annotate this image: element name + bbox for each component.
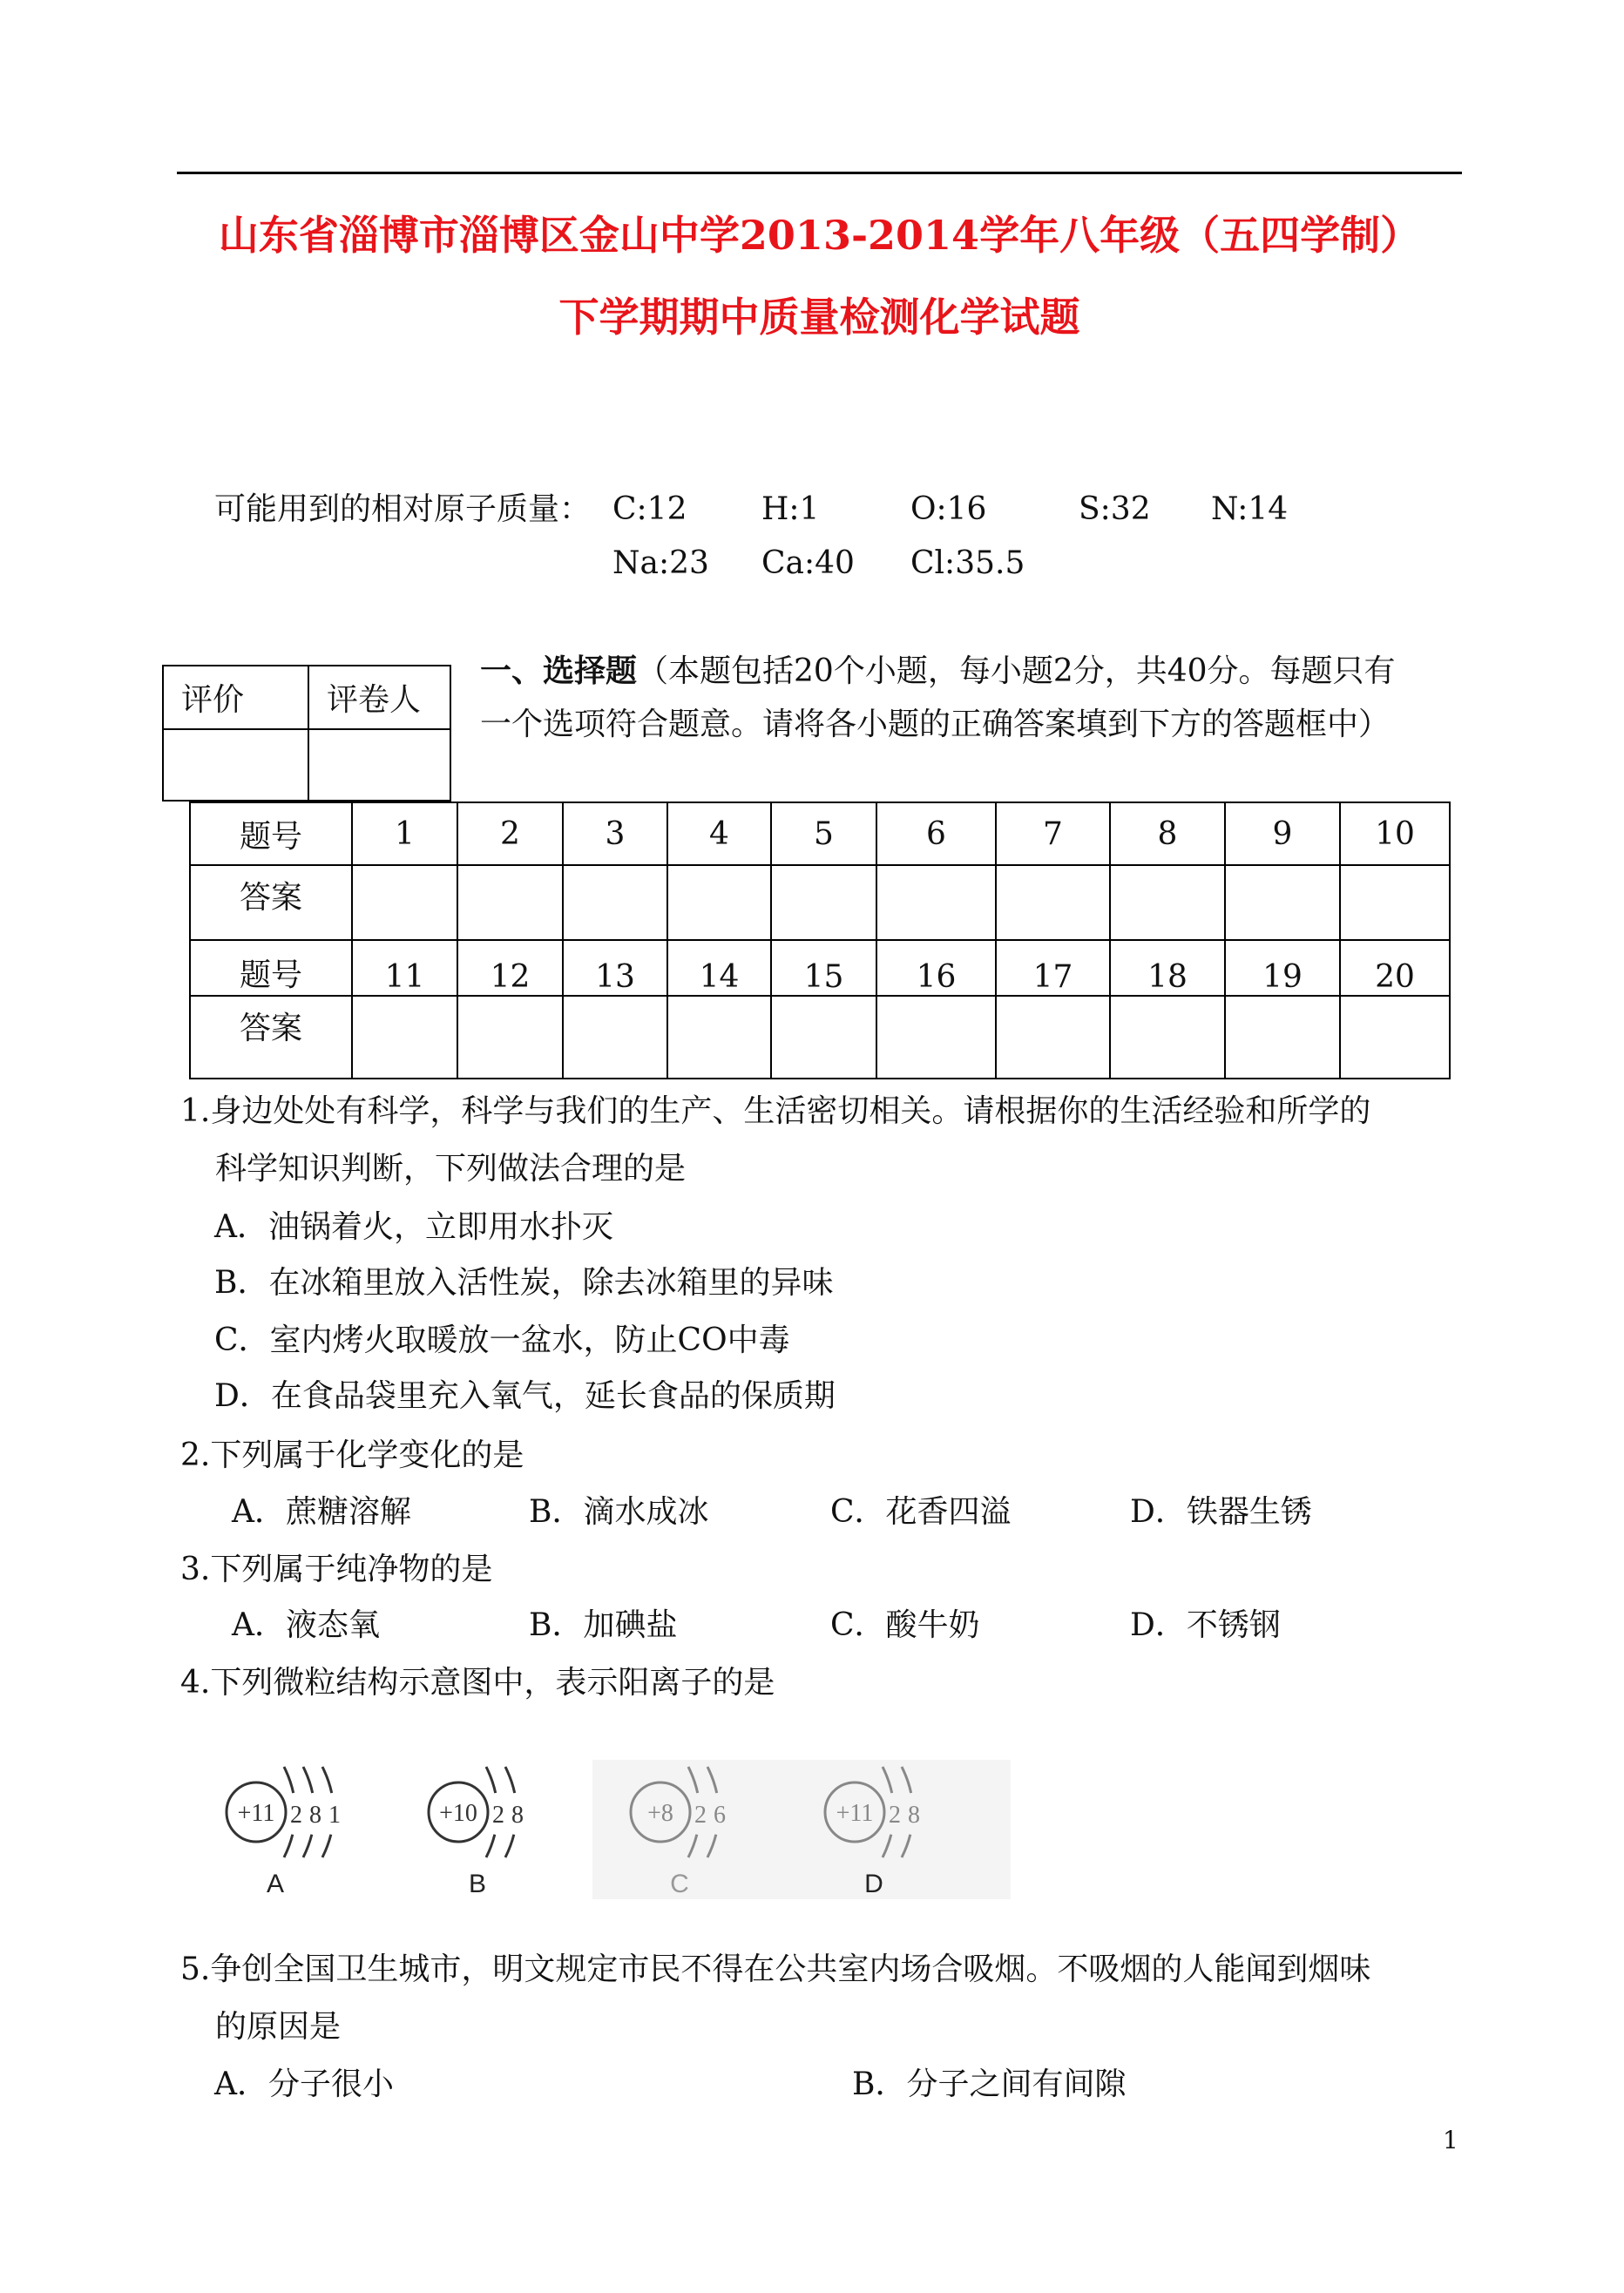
answer-cell[interactable] — [1340, 865, 1450, 940]
q1-option-a: A．油锅着火，立即用水扑灭 — [214, 1209, 613, 1245]
atomic-mass-label: 可能用到的相对原子质量： — [214, 491, 592, 527]
num-cell: 17 — [996, 940, 1110, 996]
num-label: 题号 — [190, 940, 352, 996]
mass-ca: Ca:40 — [761, 545, 855, 581]
electron-count: 6 — [714, 1802, 726, 1829]
nucleus-charge: +11 — [836, 1800, 874, 1827]
q3-option-c: C．酸牛奶 — [830, 1607, 980, 1643]
num-cell: 9 — [1225, 802, 1340, 865]
diagram-label: C — [670, 1870, 689, 1898]
section1-instructions: （本题包括20个小题，每小题2分，共40分。每题只有 — [637, 653, 1396, 689]
num-label: 题号 — [190, 802, 352, 865]
q2-option-c: C．花香四溢 — [830, 1494, 1012, 1530]
q5-option-a: A．分子很小 — [214, 2066, 394, 2102]
mass-c: C:12 — [612, 491, 687, 527]
num-cell: 20 — [1340, 940, 1450, 996]
q1-option-c: C．室内烤火取暖放一盆水，防止CO中毒 — [214, 1322, 790, 1358]
num-cell: 14 — [667, 940, 771, 996]
num-cell: 4 — [667, 802, 771, 865]
electron-count: 2 — [492, 1802, 504, 1829]
answer-cell[interactable] — [996, 996, 1110, 1079]
q1-stem-line1: 1.身边处处有科学，科学与我们的生产、生活密切相关。请根据你的生活经验和所学的 — [180, 1093, 1371, 1129]
grader-header-score: 评价 — [163, 666, 308, 729]
top-rule — [177, 172, 1462, 174]
num-cell: 5 — [771, 802, 876, 865]
table-row — [190, 940, 1450, 996]
page-number: 1 — [1443, 2126, 1458, 2154]
q1-stem-line2: 科学知识判断，下列做法合理的是 — [215, 1151, 687, 1187]
answer-table — [189, 802, 1451, 1079]
answer-cell[interactable] — [771, 996, 876, 1079]
q1-option-d: D．在食品袋里充入氧气，延长食品的保质期 — [214, 1378, 836, 1414]
answer-cell[interactable] — [563, 996, 667, 1079]
q3-option-a: A．液态氧 — [232, 1607, 380, 1643]
num-cell: 16 — [876, 940, 996, 996]
electron-count: 8 — [908, 1802, 920, 1829]
q2-option-a: A．蔗糖溶解 — [232, 1494, 411, 1530]
electron-count: 8 — [309, 1802, 321, 1829]
mass-h: H:1 — [761, 491, 820, 527]
section1-line1 — [480, 653, 1396, 689]
mass-s: S:32 — [1079, 491, 1151, 527]
answer-cell[interactable] — [667, 996, 771, 1079]
table-row — [190, 865, 1450, 940]
q1-option-b: B．在冰箱里放入活性炭，除去冰箱里的异味 — [214, 1265, 834, 1301]
num-cell: 3 — [563, 802, 667, 865]
answer-cell[interactable] — [457, 996, 563, 1079]
atom-diagram-c — [629, 1760, 803, 1908]
mass-n: N:14 — [1211, 491, 1289, 527]
electron-count: 8 — [511, 1802, 524, 1829]
num-cell: 13 — [563, 940, 667, 996]
title-line1: 山东省淄博市淄博区金山中学2013-2014学年八年级（五四学制） — [218, 212, 1421, 259]
answer-cell[interactable] — [1340, 996, 1450, 1079]
q4-stem: 4.下列微粒结构示意图中，表示阳离子的是 — [180, 1665, 775, 1701]
answer-cell[interactable] — [996, 865, 1110, 940]
num-cell: 19 — [1225, 940, 1340, 996]
mass-o: O:16 — [910, 491, 987, 527]
ans-label: 答案 — [190, 996, 352, 1079]
q3-option-b: B．加碘盐 — [529, 1607, 678, 1643]
diagram-label: D — [864, 1870, 883, 1898]
nucleus-charge: +10 — [439, 1800, 477, 1827]
grader-table — [162, 665, 451, 802]
answer-cell[interactable] — [876, 996, 996, 1079]
electron-count: 2 — [290, 1802, 302, 1829]
q5-stem-line1: 5.争创全国卫生城市，明文规定市民不得在公共室内场合吸烟。不吸烟的人能闻到烟味 — [180, 1951, 1371, 1987]
answer-cell[interactable] — [352, 865, 457, 940]
table-row — [190, 802, 1450, 865]
table-row — [190, 996, 1450, 1079]
q5-option-b: B．分子之间有间隙 — [852, 2066, 1127, 2102]
answer-cell[interactable] — [876, 865, 996, 940]
diagram-label: B — [468, 1870, 487, 1898]
mass-na: Na:23 — [612, 545, 709, 581]
answer-cell[interactable] — [1110, 996, 1225, 1079]
grader-cell — [163, 729, 308, 801]
answer-cell[interactable] — [1110, 865, 1225, 940]
answer-cell[interactable] — [352, 996, 457, 1079]
num-cell: 15 — [771, 940, 876, 996]
num-cell: 7 — [996, 802, 1110, 865]
electron-count: 1 — [328, 1802, 341, 1829]
ans-label: 答案 — [190, 865, 352, 940]
electron-count: 2 — [694, 1802, 707, 1829]
num-cell: 11 — [352, 940, 457, 996]
title-line2: 下学期期中质量检测化学试题 — [558, 294, 1080, 341]
section1-line2: 一个选项符合题意。请将各小题的正确答案填到下方的答题框中） — [480, 707, 1391, 742]
num-cell: 6 — [876, 802, 996, 865]
num-cell: 2 — [457, 802, 563, 865]
atom-diagram-d — [823, 1760, 998, 1908]
q2-option-b: B．滴水成冰 — [529, 1494, 709, 1530]
num-cell: 12 — [457, 940, 563, 996]
answer-cell[interactable] — [457, 865, 563, 940]
nucleus-charge: +8 — [647, 1800, 673, 1827]
grader-header-grader: 评卷人 — [308, 666, 450, 729]
num-cell: 18 — [1110, 940, 1225, 996]
electron-count: 2 — [889, 1802, 901, 1829]
answer-cell[interactable] — [563, 865, 667, 940]
num-cell: 8 — [1110, 802, 1225, 865]
answer-cell[interactable] — [1225, 996, 1340, 1079]
answer-cell[interactable] — [1225, 865, 1340, 940]
diagram-label: A — [266, 1870, 285, 1898]
answer-cell[interactable] — [771, 865, 876, 940]
num-cell: 1 — [352, 802, 457, 865]
section1-heading: 一、选择题 — [480, 653, 638, 689]
atom-diagram-a — [225, 1760, 399, 1908]
mass-cl: Cl:35.5 — [910, 545, 1025, 581]
q5-stem-line2: 的原因是 — [215, 2009, 342, 2045]
nucleus-charge: +11 — [237, 1800, 275, 1827]
atom-diagram-b — [427, 1760, 601, 1908]
q3-option-d: D．不锈钢 — [1130, 1607, 1281, 1643]
q3-stem: 3.下列属于纯净物的是 — [180, 1552, 493, 1587]
answer-cell[interactable] — [667, 865, 771, 940]
num-cell: 10 — [1340, 802, 1450, 865]
q2-option-d: D．铁器生锈 — [1130, 1494, 1312, 1530]
q2-stem: 2.下列属于化学变化的是 — [180, 1437, 524, 1473]
grader-cell — [308, 729, 450, 801]
